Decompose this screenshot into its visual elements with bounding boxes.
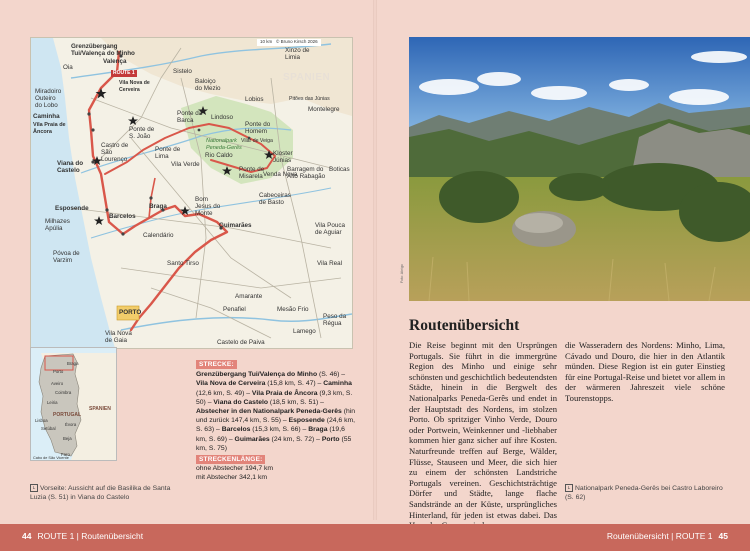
place-label: Grenzübergang Tui/Valença do Minho	[71, 43, 135, 57]
place-label: Vila Pouca de Aguiar	[315, 222, 345, 236]
inset-place: Faro	[61, 452, 70, 457]
stop-name: Vila Nova de Cerveira	[196, 380, 266, 388]
place-label: Vila Nova de Gaia	[105, 330, 132, 344]
stop-name: Esposende	[288, 417, 325, 425]
place-label: Bom Jesus do Monte	[195, 196, 221, 217]
caption-text: Vorseite: Aussicht auf die Basilika de Santa Luzia (S. 51) in Viana do Castelo	[30, 485, 171, 501]
stop-detail: (19,6 km, S. 69) –	[196, 426, 345, 443]
place-label: Ponte da Barca	[177, 110, 203, 124]
place-label: Póvoa de Varzim	[53, 250, 80, 264]
place-label: Vila Verde	[171, 161, 200, 168]
place-label: Xinzo de Limia	[285, 47, 310, 61]
length-with-detour: mit Abstecher 342,1 km	[196, 474, 268, 482]
place-label: Pitões das Júnias	[289, 96, 330, 102]
place-label: PORTO	[119, 309, 142, 316]
map-caption	[30, 484, 180, 502]
place-label: Rio Caldo	[205, 152, 233, 159]
place-label: Guimarães	[219, 222, 252, 229]
footer-right	[607, 531, 728, 541]
inset-place: Cabo de São Vicente	[33, 456, 69, 460]
place-label: Ponte de Lima	[155, 146, 181, 160]
landscape-photo	[409, 37, 750, 301]
place-label: Vila Nova de Cerveira	[119, 80, 150, 93]
book-gutter	[373, 0, 377, 520]
place-label: Lamego	[293, 328, 316, 335]
place-label: Ponte de Misarela	[239, 166, 265, 180]
place-label: Lobios	[245, 96, 264, 103]
place-label: Sistelo	[173, 68, 192, 75]
page-number-right: 45	[718, 531, 728, 541]
country-label-spain: SPANIEN	[283, 72, 331, 83]
stop-name: Vila Praia de Âncora	[251, 389, 318, 397]
place-label: Milhazes Apúlia	[45, 218, 70, 232]
stop-name: Braga	[308, 426, 328, 434]
place-label: Vilar de Veiga	[241, 138, 273, 144]
place-label: Ponte do Homem	[245, 121, 271, 135]
place-label: Oia	[63, 64, 73, 71]
article-title: Routenübersicht	[409, 317, 520, 334]
stop-detail: (12,6 km, S. 49) –	[196, 389, 252, 397]
place-label: Vila Real	[317, 260, 343, 267]
photo-caption	[565, 484, 725, 502]
route-info-box	[196, 360, 356, 483]
place-label: Peso da Régua	[323, 313, 347, 327]
place-label: Esposende	[55, 205, 89, 212]
stop-detail: (15,8 km, S. 47) –	[265, 380, 324, 388]
place-label: Venda Nova	[263, 171, 298, 178]
footer-left	[22, 531, 143, 541]
map-drawing	[31, 38, 352, 348]
place-label: Penafiel	[223, 306, 246, 313]
stop-name: Caminha	[323, 380, 352, 388]
place-label: Amarante	[235, 293, 263, 300]
place-label: Mesão Frio	[277, 306, 309, 313]
stop-detail: (18,5 km, S. 51) –	[268, 398, 324, 406]
inset-place: Coimbra	[55, 390, 72, 395]
map-copyright: © Bruno Kirsch 2026	[276, 39, 318, 44]
photo-ref-icon: L	[30, 484, 38, 492]
place-label: Caminha	[33, 113, 60, 120]
map-scale-bar	[257, 39, 321, 46]
place-label: Viana do Castelo	[57, 160, 84, 174]
place-label: Santo Tirso	[167, 260, 199, 267]
stop-detail: (hin und zurück 147,4 km, S. 55) –	[196, 408, 356, 425]
place-label: Boticas	[329, 166, 350, 173]
place-label: Castro de São Lourenço	[101, 142, 129, 163]
place-label: Ponte de S. João	[129, 126, 155, 140]
park-label: Nationalpark Peneda-Gerês	[206, 138, 242, 151]
place-label: Lindoso	[211, 114, 234, 121]
inset-place: Setúbal	[41, 426, 56, 431]
page-number-left: 44	[22, 531, 32, 541]
place-label: Calendário	[143, 232, 174, 239]
stop-name: Viana do Castelo	[213, 398, 269, 406]
place-label: Miradoiro Outeiro do Lobo	[35, 88, 62, 109]
caption-text: Nationalpark Peneda-Gerês bei Castro Laboreiro (S. 62)	[565, 485, 723, 501]
place-label: Cabeceiras de Basto	[259, 192, 291, 206]
inset-place: Braga	[67, 361, 79, 366]
photo-ref-icon: L	[565, 484, 573, 492]
place-label: Braga	[149, 203, 167, 210]
portugal-locator-map	[30, 347, 117, 461]
place-label: Castelo de Paiva	[217, 339, 265, 346]
photo-credit: Foto: Abrigo	[400, 264, 404, 283]
route-map	[30, 37, 353, 349]
photo-drawing	[409, 37, 750, 301]
length-without-detour: ohne Abstecher 194,7 km	[196, 465, 274, 473]
stop-name: Porto	[321, 435, 340, 443]
stop-detail: (55 km, S. 75)	[196, 435, 352, 452]
scale-value: 10 km	[260, 39, 273, 44]
inset-country-portugal: PORTUGAL	[53, 412, 82, 418]
inset-place: Leiria	[47, 400, 58, 405]
place-label: Vila Praia de Âncora	[33, 122, 66, 135]
length-tag: STRECKENLÄNGE:	[196, 455, 265, 464]
article-column-2: die Wasseradern des Nordens: Minho, Lima, Cávado und Douro, die hier in den Atlantik münden. Diese Region ist ein guter Einstieg für eine Portugal-Reise und bietet vor allem in der wärmeren Jahreszeit viele schöne Tourenstopps.	[565, 340, 725, 403]
place-label: Barragem do Alto Rabagão	[287, 166, 326, 180]
running-head-right: Routenübersicht | ROUTE 1	[606, 531, 713, 541]
stop-detail: (15,3 km, S. 66) –	[250, 426, 309, 434]
article-column-1: Die Reise beginnt mit den Ursprüngen Portugals. Sie führt in die immergrüne Region des Minho und einige sehr schönsten und geschichtlich bedeutendsten Städte, hinein in die Bergwelt des Nationalparks Peneda-Gerês und endet in der Hauptstadt des Nordens, im stolzen Porto. Ob spritziger Vinho Verde, Douro oder Portwein, Weinkenner und -liebhaber kommen hier ganz sicher auf ihre Kosten. Naturfreunde treffen auf Berge, Wälder, Flüsse, Stauseen und Meer, die sich hier zu einem der schönsten Landstriche Portugals vereinen. Geschichtsträchtige Dörfer und Städte, lange flache Sandstrände an der Küste, ursprüngliches Hinterland, für jeden ist etwas dabei. Das	[409, 340, 557, 520]
inset-place: Porto	[53, 369, 64, 374]
running-head-left: ROUTE 1 | Routenübersicht	[37, 531, 144, 541]
place-label: Kloster Júnias	[273, 150, 293, 164]
place-label: Baloiço do Mezio	[195, 78, 221, 92]
stop-name: Guimarães	[234, 435, 270, 443]
page-footer	[0, 524, 750, 551]
stop-name: Abstecher in den Nationalpark Peneda-Gerês	[196, 408, 342, 416]
stops-list	[196, 370, 356, 453]
stop-detail: (S. 46) –	[317, 371, 346, 379]
stop-detail: (24,6 km, S. 63) –	[196, 417, 356, 434]
place-label: Valença	[103, 58, 127, 65]
inset-place: Évora	[65, 422, 77, 427]
inset-place: Beja	[63, 436, 72, 441]
inset-place: Aveiro	[51, 381, 64, 386]
inset-place: Lisboa	[35, 418, 48, 423]
place-label: Montelegre	[308, 106, 340, 113]
inset-country-spain: SPANIEN	[89, 406, 111, 412]
route-badge: ROUTE 1	[113, 70, 135, 76]
stop-name: Grenzübergang Tui/Valença do Minho	[196, 371, 318, 379]
place-label: Barcelos	[109, 213, 136, 220]
stop-detail: (9,3 km, S. 50) –	[196, 389, 353, 406]
stop-detail: (24 km, S. 72) –	[269, 435, 322, 443]
stops-tag: STRECKE:	[196, 360, 237, 369]
stop-name: Barcelos	[221, 426, 251, 434]
